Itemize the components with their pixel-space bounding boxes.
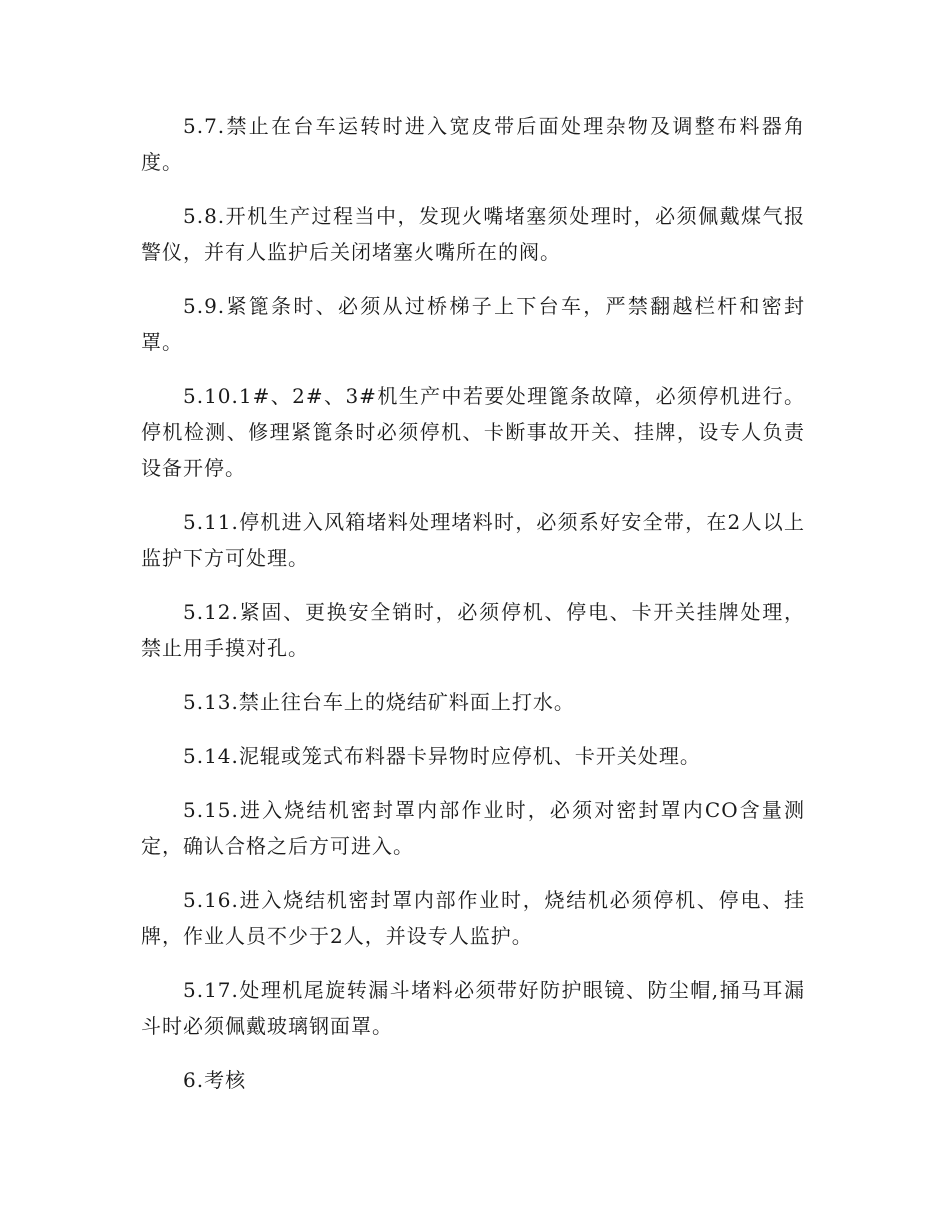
paragraph-5-12: 5.12.紧固、更换安全销时，必须停机、停电、卡开关挂牌处理，禁止用手摸对孔。 xyxy=(141,600,805,660)
document-body xyxy=(141,108,805,1116)
paragraph-5-17: 5.17.处理机尾旋转漏斗堵料必须带好防护眼镜、防尘帽,捅马耳漏斗时必须佩戴玻璃钢面罩。 xyxy=(141,978,805,1038)
paragraph-5-7: 5.7.禁止在台车运转时进入宽皮带后面处理杂物及调整布料器角度。 xyxy=(141,114,805,174)
paragraph-5-9: 5.9.紧篦条时、必须从过桥梯子上下台车，严禁翻越栏杆和密封罩。 xyxy=(141,294,805,354)
paragraph-5-11: 5.11.停机进入风箱堵料处理堵料时，必须系好安全带，在2人以上监护下方可处理。 xyxy=(141,510,805,570)
paragraph-5-8: 5.8.开机生产过程当中，发现火嘴堵塞须处理时，必须佩戴煤气报警仪，并有人监护后关闭堵塞火嘴所在的阀。 xyxy=(141,204,805,264)
paragraph-5-14: 5.14.泥辊或笼式布料器卡异物时应停机、卡开关处理。 xyxy=(183,744,701,768)
paragraph-5-10: 5.10.1#、2#、3#机生产中若要处理篦条故障，必须停机进行。停机检测、修理紧篦条时必须停机、卡断事故开关、挂牌，设专人负责设备开停。 xyxy=(141,384,805,480)
section-heading: 6.考核 xyxy=(183,1068,247,1092)
paragraph-5-15: 5.15.进入烧结机密封罩内部作业时，必须对密封罩内CO含量测定，确认合格之后方可进入。 xyxy=(141,798,805,858)
paragraph-5-16: 5.16.进入烧结机密封罩内部作业时，烧结机必须停机、停电、挂牌，作业人员不少于2人，并设专人监护。 xyxy=(141,888,805,948)
paragraph-5-13: 5.13.禁止往台车上的烧结矿料面上打水。 xyxy=(183,690,575,714)
